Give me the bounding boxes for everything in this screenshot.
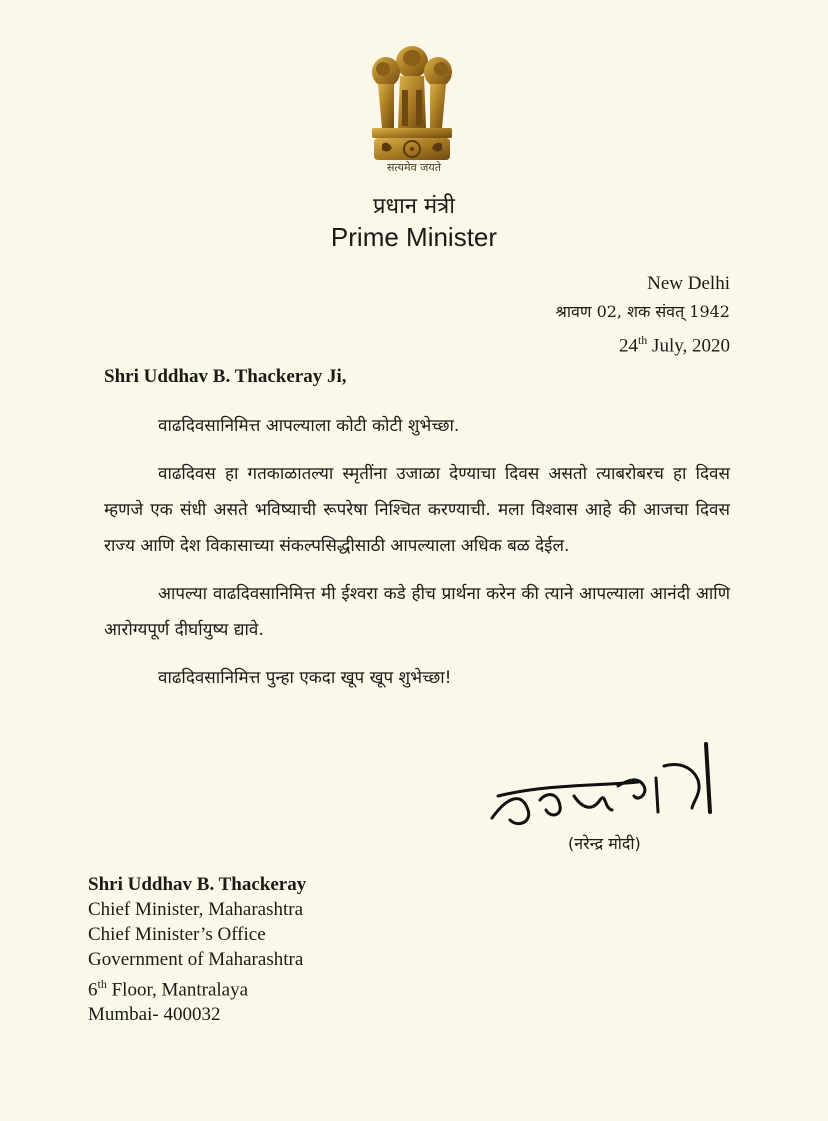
- date-day: 24: [618, 335, 638, 357]
- address-line: Chief Minister, Maharashtra: [88, 899, 304, 920]
- national-emblem-icon: [364, 40, 460, 170]
- recipient-address: [88, 872, 306, 1027]
- recipient-name: Shri Uddhav B. Thackeray: [88, 874, 307, 895]
- dateline-place: New Delhi: [647, 273, 730, 294]
- letter-body: [104, 408, 730, 708]
- paragraph: वाढदिवस हा गतकाळातल्या स्मृतींना उजाळा देण्याचा दिवस असतो त्याबरोबरच हा दिवस म्हणजे एक संधी असते भविष्याची रूपरेषा निश्चित करण्याची. मला विश्वास आहे की आजचा दिवस राज्य आणि देश विकासाच्या संकल्पसिद्धीसाठी आपल्याला अधिक बळ देईल.: [104, 464, 730, 556]
- date-suffix: th: [637, 333, 648, 347]
- dateline: [556, 270, 730, 360]
- paragraph: आपल्या वाढदिवसानिमित्त मी ईश्वरा कडे हीच प्रार्थना करेन की त्याने आपल्याला आनंदी आणि आरोग्यपूर्ण दीर्घायुष्य द्यावे.: [104, 584, 730, 640]
- address-line: Government of Maharashtra: [88, 949, 304, 970]
- floor-rest: Floor, Mantralaya: [106, 979, 249, 1001]
- address-line: [88, 972, 306, 1002]
- dateline-date: [556, 326, 730, 360]
- paragraph: वाढदिवसानिमित्त आपल्याला कोटी कोटी शुभेच्छा.: [158, 416, 460, 436]
- paragraph: वाढदिवसानिमित्त पुन्हा एकदा खूप खूप शुभेच्छा!: [158, 668, 452, 688]
- office-title-english: Prime Minister: [330, 222, 498, 252]
- national-motto: सत्यमेव जयते: [386, 161, 441, 174]
- dateline-hindu-date: श्रावण 02, शक संवत् 1942: [555, 302, 730, 321]
- address-line: Chief Minister’s Office: [88, 924, 266, 945]
- floor-number: 6: [88, 979, 98, 1001]
- date-rest: July, 2020: [647, 335, 730, 357]
- handwritten-signature: [488, 736, 728, 836]
- office-title-hindi: प्रधान मंत्री: [373, 194, 455, 219]
- salutation: Shri Uddhav B. Thackeray Ji,: [104, 366, 347, 387]
- floor-suffix: th: [97, 977, 107, 991]
- signatory-name: (नरेन्द्र मोदी): [568, 834, 641, 853]
- address-line: Mumbai- 400032: [88, 1004, 221, 1026]
